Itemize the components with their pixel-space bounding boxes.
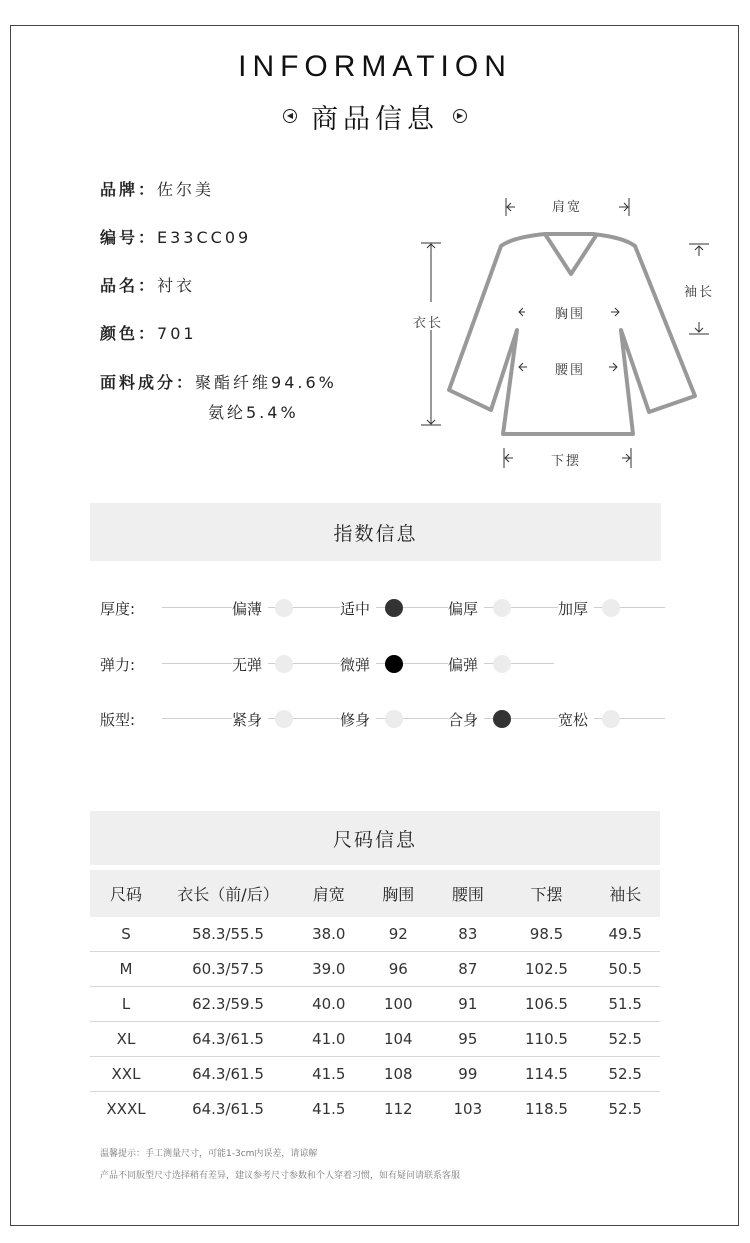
size-cell: XXXL — [106, 1100, 146, 1118]
table-row — [90, 1092, 660, 1127]
color-value: 701 — [157, 324, 197, 343]
size-cell: L — [90, 987, 162, 1022]
size-cell: 96 — [364, 952, 434, 987]
table-row — [90, 952, 660, 987]
code-value: E33CC09 — [157, 228, 252, 247]
index-dot — [602, 710, 620, 728]
label-length: 衣长 — [413, 316, 444, 331]
index-option: 合身 — [448, 709, 484, 730]
size-cell: 106.5 — [503, 987, 591, 1022]
index-option: 适中 — [340, 598, 376, 619]
label-sleeve: 袖长 — [684, 285, 715, 300]
size-table-header-row — [90, 870, 660, 917]
size-cell: 110.5 — [503, 1022, 591, 1057]
size-cell: 41.5 — [312, 1100, 346, 1118]
index-dot-selected — [493, 710, 511, 728]
size-cell: 64.3/61.5 — [192, 1100, 264, 1118]
size-cell: 112 — [383, 1100, 413, 1118]
index-dot — [385, 710, 403, 728]
size-cell: 40.0 — [294, 987, 364, 1022]
fabric-value-1: 聚酯纤维94.6% — [195, 373, 337, 392]
index-label: 厚度: — [100, 600, 136, 618]
garment-diagram — [405, 190, 725, 480]
size-cell: 100 — [364, 987, 434, 1022]
index-dot — [493, 599, 511, 617]
index-option: 微弹 — [340, 654, 376, 675]
table-row — [90, 917, 660, 952]
size-cell: 52.5 — [608, 1100, 642, 1118]
size-cell: S — [90, 917, 162, 952]
size-cell: 64.3/61.5 — [162, 1057, 294, 1092]
index-row-thickness — [100, 596, 665, 620]
size-header-cell: 肩宽 — [294, 870, 364, 917]
size-cell: 99 — [433, 1057, 503, 1092]
index-dot — [275, 710, 293, 728]
index-option: 修身 — [340, 709, 376, 730]
table-row — [90, 1022, 660, 1057]
title-chinese: 商品信息 — [311, 103, 439, 135]
size-cell: 58.3/55.5 — [162, 917, 294, 952]
size-cell: 95 — [433, 1022, 503, 1057]
index-dot — [275, 599, 293, 617]
fabric-label: 面料成分： — [100, 373, 196, 392]
size-header-cell: 袖长 — [590, 870, 660, 917]
size-cell: 87 — [433, 952, 503, 987]
size-cell: 104 — [364, 1022, 434, 1057]
size-header-cell: 下摆 — [503, 870, 591, 917]
size-cell: 41.0 — [294, 1022, 364, 1057]
size-header-cell: 胸围 — [364, 870, 434, 917]
color-label: 颜色： — [100, 324, 158, 343]
index-section-title: 指数信息 — [90, 503, 661, 561]
name-value: 衬衣 — [157, 276, 196, 295]
table-row — [90, 1057, 660, 1092]
index-dot-selected — [385, 655, 403, 673]
size-cell: 64.3/61.5 — [162, 1022, 294, 1057]
size-cell: XL — [90, 1022, 162, 1057]
index-option: 偏薄 — [232, 598, 268, 619]
size-section-title: 尺码信息 — [90, 811, 660, 865]
index-row-fit — [100, 707, 665, 731]
index-dot — [602, 599, 620, 617]
size-cell: 103 — [453, 1100, 483, 1118]
table-row — [90, 987, 660, 1022]
note-line-1: 温馨提示：手工测量尺寸，可能1-3cm内误差，请谅解 — [100, 1149, 318, 1159]
info-code — [100, 225, 251, 248]
info-brand — [100, 177, 214, 200]
info-name — [100, 273, 195, 296]
size-header-cell: 尺码 — [90, 870, 162, 917]
size-cell: 41.5 — [294, 1057, 364, 1092]
brand-label: 品牌： — [100, 180, 158, 199]
size-table — [90, 870, 660, 1126]
size-header-cell: 腰围 — [433, 870, 503, 917]
index-option: 宽松 — [558, 709, 594, 730]
size-cell: 49.5 — [590, 917, 660, 952]
size-cell: 51.5 — [590, 987, 660, 1022]
size-cell: 83 — [433, 917, 503, 952]
index-option: 无弹 — [232, 654, 268, 675]
size-cell: 118.5 — [525, 1100, 568, 1118]
index-dot-selected — [385, 599, 403, 617]
size-cell: 102.5 — [503, 952, 591, 987]
size-cell: 62.3/59.5 — [162, 987, 294, 1022]
brand-value: 佐尔美 — [157, 180, 215, 199]
circle-right-arrow-icon: ▶ — [453, 109, 467, 123]
fabric-value-2: 氨纶5.4% — [208, 403, 299, 422]
info-fabric — [100, 370, 337, 393]
label-waist: 腰围 — [555, 363, 586, 378]
size-cell: 60.3/57.5 — [162, 952, 294, 987]
circle-left-arrow-icon: ◀ — [283, 109, 297, 123]
index-row-elasticity — [100, 652, 665, 676]
size-header-cell: 衣长（前/后） — [162, 870, 294, 917]
index-option: 偏弹 — [448, 654, 484, 675]
info-color — [100, 321, 197, 344]
size-cell: 98.5 — [503, 917, 591, 952]
index-option: 加厚 — [558, 598, 594, 619]
shirt-outline-icon — [405, 190, 725, 480]
size-cell: 39.0 — [294, 952, 364, 987]
index-dot — [493, 655, 511, 673]
index-label: 版型: — [100, 711, 136, 729]
size-cell: 50.5 — [590, 952, 660, 987]
size-cell: 38.0 — [294, 917, 364, 952]
size-cell: 52.5 — [590, 1022, 660, 1057]
label-shoulder: 肩宽 — [552, 200, 583, 215]
size-cell: 108 — [364, 1057, 434, 1092]
index-option: 紧身 — [232, 709, 268, 730]
size-cell: 52.5 — [590, 1057, 660, 1092]
label-hem: 下摆 — [551, 454, 582, 469]
size-cell: XXL — [90, 1057, 162, 1092]
title-english: INFORMATION — [238, 50, 512, 83]
label-chest: 胸围 — [555, 307, 586, 322]
index-dot — [275, 655, 293, 673]
name-label: 品名： — [100, 276, 158, 295]
title-chinese-row — [0, 96, 750, 136]
size-cell: 114.5 — [503, 1057, 591, 1092]
size-cell: 92 — [364, 917, 434, 952]
code-label: 编号： — [100, 228, 158, 247]
index-option: 偏厚 — [448, 598, 484, 619]
index-label: 弹力: — [100, 656, 136, 674]
size-cell: 91 — [433, 987, 503, 1022]
size-cell: M — [90, 952, 162, 987]
note-line-2: 产品不同版型尺寸选择稍有差异，建议参考尺寸参数和个人穿着习惯，如有疑问请联系客服 — [100, 1171, 461, 1181]
